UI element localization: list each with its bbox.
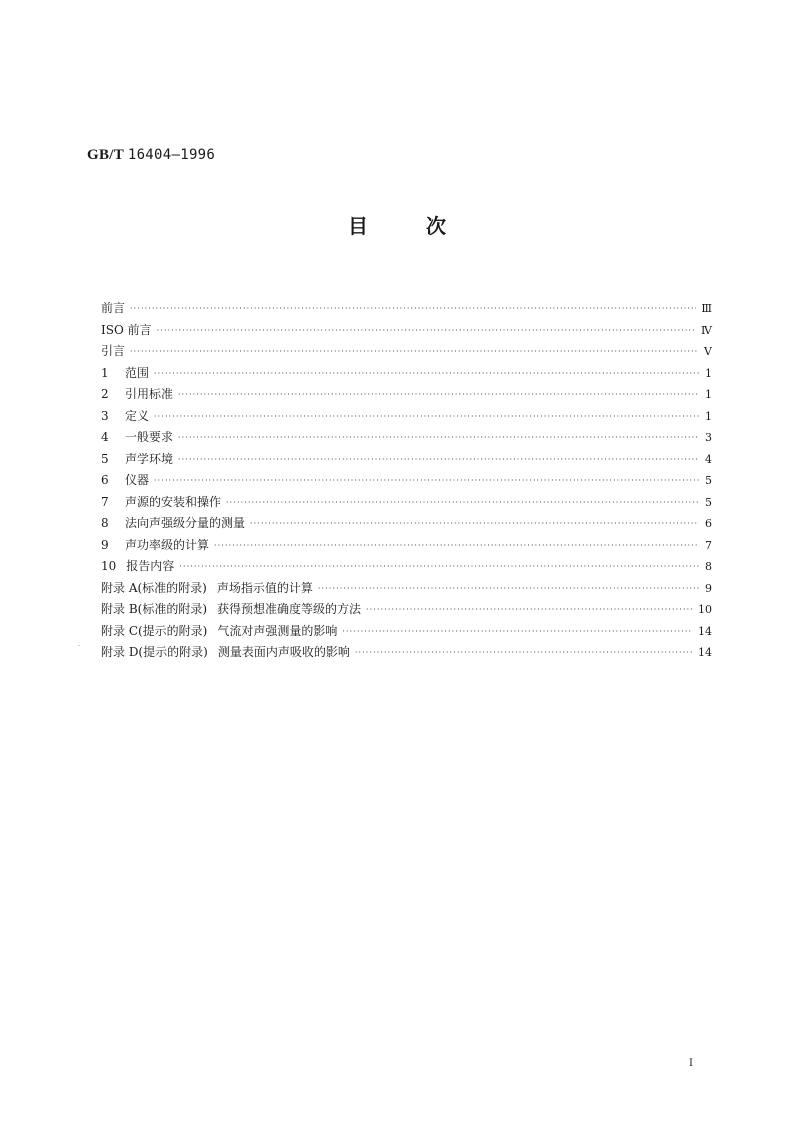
standard-code <box>87 147 215 164</box>
toc-entry[interactable] <box>101 427 712 449</box>
toc-entry-title: 前言 <box>101 301 126 315</box>
toc-entry[interactable] <box>101 642 712 664</box>
toc-entry[interactable] <box>101 406 712 428</box>
toc-entry-number: 10 <box>101 559 117 573</box>
toc-dot-leader <box>366 599 693 621</box>
toc-dot-leader <box>178 449 699 471</box>
toc-entry-label <box>101 642 355 664</box>
toc-entry-label <box>101 599 366 621</box>
toc-entry[interactable] <box>101 513 712 535</box>
toc-entry-number: 7 <box>101 494 109 509</box>
toc-entry[interactable] <box>101 384 712 406</box>
toc-entry-number: 4 <box>101 430 109 444</box>
toc-dot-leader <box>154 406 699 428</box>
toc-entry-label <box>101 535 214 557</box>
table-of-contents <box>101 298 712 664</box>
toc-entry-number: 2 <box>101 387 109 401</box>
toc-entry[interactable] <box>101 363 712 385</box>
toc-entry-page: 4 <box>705 452 712 466</box>
toc-entry-label <box>101 406 154 428</box>
toc-entry[interactable] <box>101 449 712 471</box>
toc-entry-page: 7 <box>705 538 712 552</box>
toc-entry-page: 14 <box>698 646 712 659</box>
toc-entry-label <box>101 341 130 363</box>
toc-entry-page: Ⅴ <box>704 345 712 358</box>
toc-entry-title: 附录 B(标准的附录) <box>101 602 207 616</box>
toc-title-right: 次 <box>426 214 446 238</box>
toc-entry-title: 附录 D(提示的附录) <box>101 645 208 659</box>
toc-entry-title: 仪器 <box>125 473 150 487</box>
toc-entry-page: Ⅲ <box>701 302 712 315</box>
toc-entry-page: 6 <box>705 517 712 530</box>
toc-entry[interactable] <box>101 578 712 600</box>
toc-dot-leader <box>226 492 699 514</box>
toc-entry[interactable] <box>101 556 712 578</box>
toc-entry-title: 一般要求 <box>125 430 174 444</box>
toc-entry-label <box>101 621 342 643</box>
toc-entry[interactable] <box>101 535 712 557</box>
toc-dot-leader <box>355 642 693 664</box>
toc-dot-leader <box>130 298 696 320</box>
toc-entry[interactable] <box>101 298 712 320</box>
toc-entry-label <box>101 363 154 385</box>
toc-entry[interactable] <box>101 492 712 514</box>
scan-speck <box>78 645 80 646</box>
toc-entry[interactable] <box>101 599 712 621</box>
toc-entry-title: 引言 <box>101 344 126 358</box>
toc-entry[interactable] <box>101 320 712 342</box>
toc-dot-leader <box>178 427 699 449</box>
toc-entry-title: 附录 A(标准的附录) <box>101 580 207 595</box>
toc-title <box>0 210 794 239</box>
toc-dot-leader <box>250 513 699 535</box>
toc-entry-subtitle: 声场指示值的计算 <box>216 580 313 595</box>
toc-entry-label <box>101 492 226 514</box>
toc-entry-label <box>101 298 130 320</box>
toc-entry-page: 3 <box>705 431 712 444</box>
toc-entry-title: 法向声强级分量的测量 <box>125 516 246 530</box>
toc-entry-page: 9 <box>705 581 712 595</box>
toc-entry-label <box>101 449 178 471</box>
toc-dot-leader <box>154 470 699 492</box>
toc-entry-page: 5 <box>705 495 712 509</box>
toc-entry-title: 声功率级的计算 <box>125 537 210 552</box>
toc-entry-page: Ⅳ <box>701 323 712 337</box>
toc-entry-page: 1 <box>705 366 712 380</box>
toc-entry-title: 声源的安装和操作 <box>125 494 222 509</box>
toc-entry-title: ISO 前言 <box>101 322 152 337</box>
toc-entry-number: 5 <box>101 451 109 466</box>
toc-entry-title: 声学环境 <box>125 451 174 466</box>
toc-entry-page: 5 <box>705 474 712 487</box>
toc-entry-title: 范围 <box>125 365 150 380</box>
toc-entry-page: 14 <box>698 624 712 638</box>
toc-entry-page: 1 <box>705 409 712 423</box>
toc-entry-label <box>101 470 154 492</box>
toc-entry-page: 1 <box>705 388 712 401</box>
toc-entry-number: 9 <box>101 537 109 552</box>
toc-dot-leader <box>342 621 693 643</box>
toc-entry-label <box>101 513 250 535</box>
toc-entry[interactable] <box>101 470 712 492</box>
toc-dot-leader <box>130 341 699 363</box>
page-number: I <box>689 1058 693 1069</box>
toc-dot-leader <box>157 320 696 342</box>
toc-entry-number: 1 <box>101 365 109 380</box>
toc-dot-leader <box>178 384 699 406</box>
toc-title-left: 目 <box>348 214 368 238</box>
toc-entry-subtitle: 气流对声强测量的影响 <box>217 623 338 638</box>
toc-dot-leader <box>179 556 699 578</box>
toc-entry-page: 8 <box>705 560 712 573</box>
toc-entry[interactable] <box>101 341 712 363</box>
toc-entry-title: 附录 C(提示的附录) <box>101 623 208 638</box>
toc-entry-title: 定义 <box>125 408 150 423</box>
toc-dot-leader <box>154 363 699 385</box>
toc-entry-number: 8 <box>101 516 109 530</box>
toc-entry-label <box>101 427 178 449</box>
toc-entry-title: 报告内容 <box>126 559 175 573</box>
toc-entry-label <box>101 578 318 600</box>
toc-entry-page: 10 <box>698 603 712 616</box>
toc-entry-number: 3 <box>101 408 109 423</box>
toc-entry[interactable] <box>101 621 712 643</box>
toc-dot-leader <box>318 578 699 600</box>
standard-prefix: GB/T <box>87 147 124 163</box>
toc-entry-subtitle: 获得预想准确度等级的方法 <box>217 602 362 616</box>
toc-entry-label <box>101 384 178 406</box>
toc-entry-label <box>101 320 157 342</box>
toc-entry-subtitle: 测量表面内声吸收的影响 <box>217 645 350 659</box>
toc-entry-title: 引用标准 <box>125 387 174 401</box>
standard-number: 16404—1996 <box>127 147 216 163</box>
toc-entry-label <box>101 556 179 578</box>
toc-dot-leader <box>214 535 699 557</box>
toc-entry-number: 6 <box>101 473 109 487</box>
